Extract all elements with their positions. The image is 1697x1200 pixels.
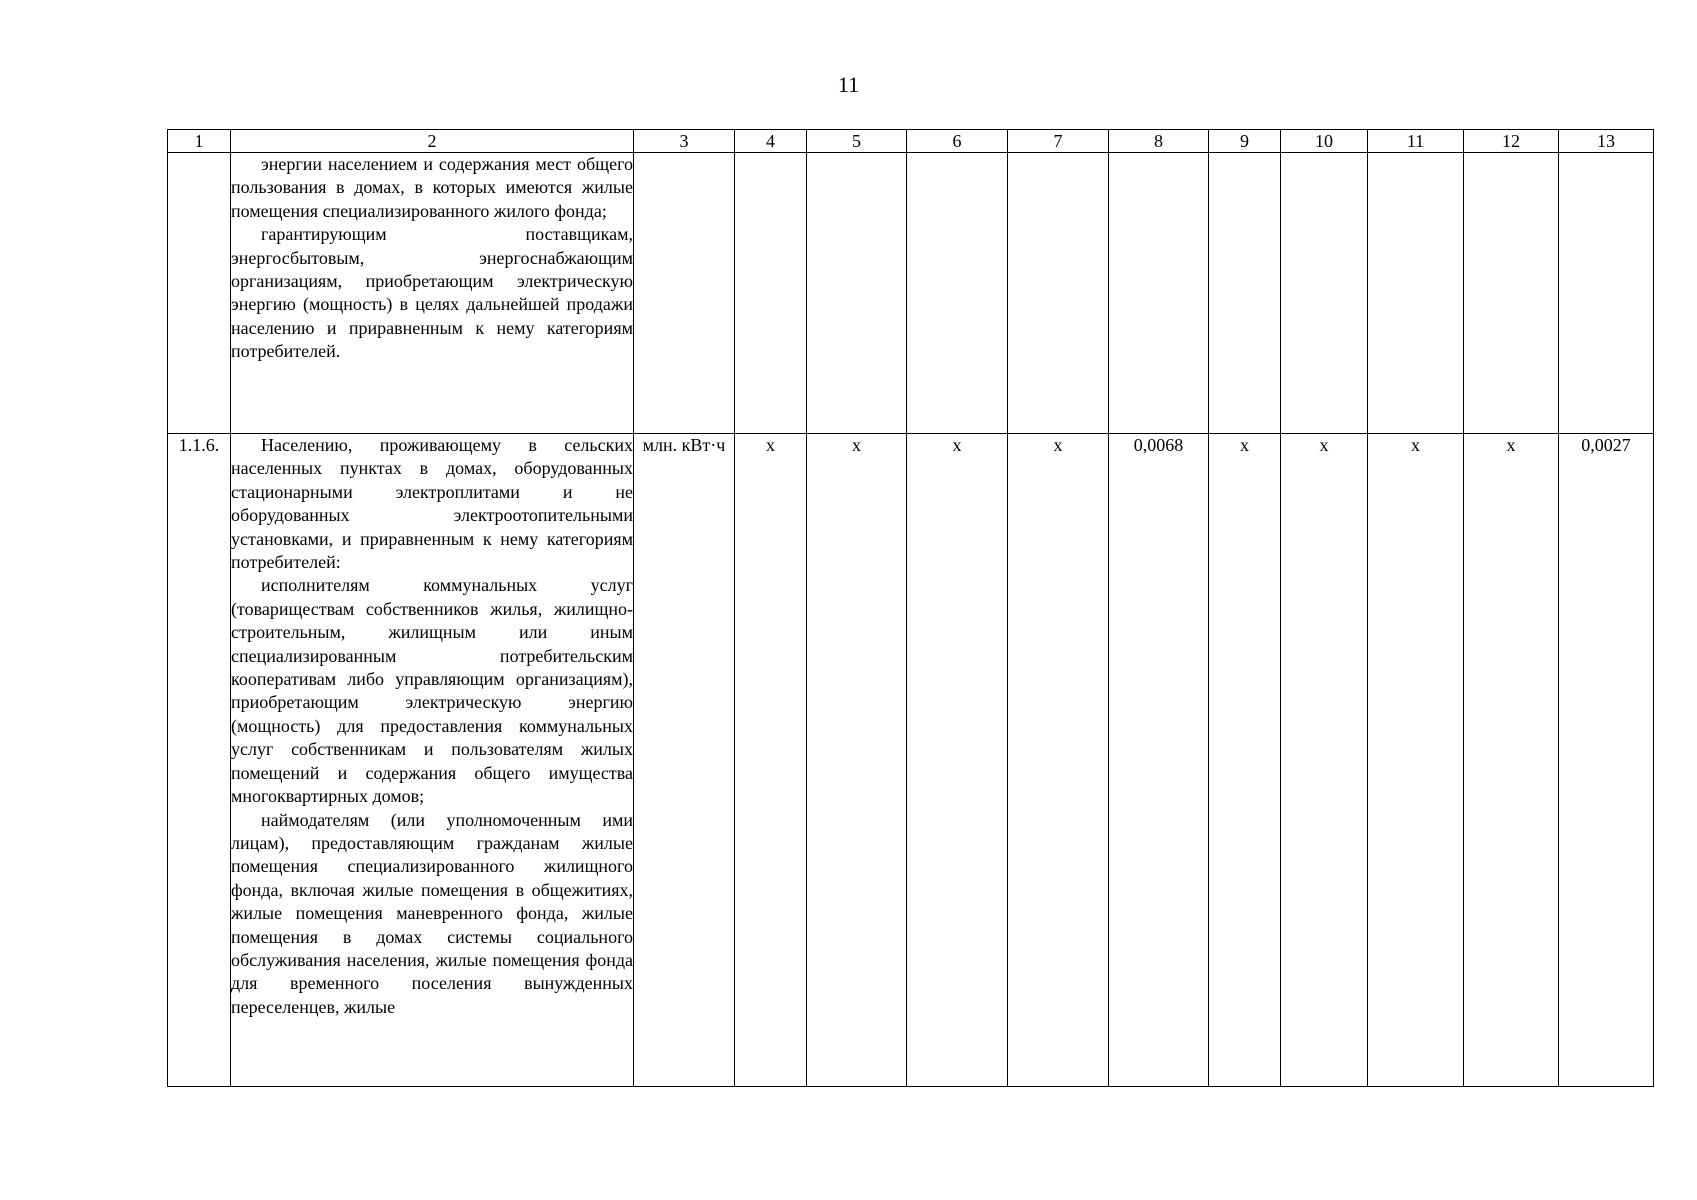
column-header: 10: [1281, 130, 1368, 153]
column-header: 5: [807, 130, 907, 153]
description-paragraph: Населению, проживающему в сельских населенных пунктах в домах, оборудованных стационарными электроплитами и не оборудованных электроотопительными установками, и приравненным к нему категориям потребителей:: [231, 435, 633, 573]
row-value: х: [907, 434, 1008, 1087]
row-code: [168, 153, 231, 434]
row-value: [735, 153, 807, 434]
table-row: [168, 434, 1654, 1087]
row-value: х: [1464, 434, 1559, 1087]
column-header: 7: [1008, 130, 1109, 153]
column-header: 6: [907, 130, 1008, 153]
row-value: х: [1008, 434, 1109, 1087]
page-number: 11: [837, 72, 860, 97]
column-header: 12: [1464, 130, 1559, 153]
table-row: [168, 153, 1654, 434]
header-row: [168, 130, 1654, 153]
column-header: 11: [1368, 130, 1464, 153]
column-header: 13: [1559, 130, 1654, 153]
column-header: 1: [168, 130, 231, 153]
row-value: [1209, 153, 1281, 434]
row-value: х: [1368, 434, 1464, 1087]
description-paragraph: наймодателям (или уполномоченным ими лицам), предоставляющим гражданам жилые помещения специализированного жилищного фонда, включая жилые помещения в общежитиях, жилые помещения маневренного фонда, жилые помещения в домах системы социального обслуживания населения, жилые помещения фонда для временного поселения вынужденных переселенцев, жилые: [231, 809, 633, 1017]
row-value: 0,0068: [1109, 434, 1209, 1087]
row-value: [1559, 153, 1654, 434]
row-unit: млн. кВт·ч: [634, 434, 735, 1087]
row-value: 0,0027: [1559, 434, 1654, 1087]
row-value: [807, 153, 907, 434]
column-header: 3: [634, 130, 735, 153]
row-value: х: [807, 434, 907, 1087]
row-unit: [634, 153, 735, 434]
row-description: [231, 153, 634, 434]
row-value: [1008, 153, 1109, 434]
row-value: [1109, 153, 1209, 434]
column-header: 4: [735, 130, 807, 153]
row-value: [1464, 153, 1559, 434]
row-value: [1281, 153, 1368, 434]
row-value: х: [1281, 434, 1368, 1087]
column-header: 9: [1209, 130, 1281, 153]
description-paragraph: исполнителям коммунальных услуг (товариществам собственников жилья, жилищно-строительным, жилищным или иным специализированным потребительским кооперативам либо управляющим организациям), приобретающим электрическую энергию (мощность) для предоставления коммунальных услуг собственникам и пользователям жилых помещений и содержания общего имущества многоквартирных домов;: [231, 575, 633, 807]
column-header: 2: [231, 130, 634, 153]
row-description: [231, 434, 634, 1087]
tariff-table: [167, 129, 1654, 1087]
row-value: [1368, 153, 1464, 434]
row-code: 1.1.6.: [168, 434, 231, 1087]
description-paragraph: энергии населением и содержания мест общего пользования в домах, в которых имеются жилые помещения специализированного жилого фонда;: [231, 154, 633, 221]
description-paragraph: гарантирующим поставщикам, энергосбытовым, энергоснабжающим организациям, приобретающим электрическую энергию (мощность) в целях дальнейшей продажи населению и приравненным к нему категориям потребителей.: [231, 224, 633, 362]
row-value: х: [1209, 434, 1281, 1087]
column-header: 8: [1109, 130, 1209, 153]
row-value: х: [735, 434, 807, 1087]
row-value: [907, 153, 1008, 434]
